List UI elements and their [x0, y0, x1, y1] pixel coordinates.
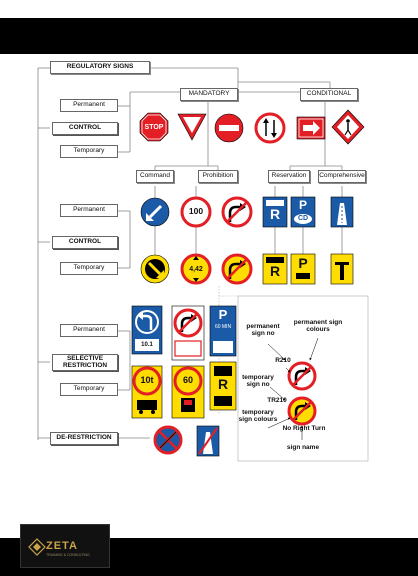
temporary-label-2: Temporary — [60, 262, 118, 275]
selective-no-right-turn-sign — [172, 306, 204, 360]
temp-bus-r-text: R — [217, 376, 229, 392]
de-restriction-label: DE-RESTRICTION — [50, 432, 118, 445]
temporary-label-1: Temporary — [60, 145, 118, 158]
temp-speed-60-sign — [172, 366, 204, 418]
reservation-r-text: R — [269, 206, 281, 222]
yield-sign — [178, 114, 206, 140]
mandatory-label: MANDATORY — [180, 88, 238, 101]
sign-101-text: 10.1 — [141, 342, 153, 348]
callout-temporary-sign-no: temporary sign no — [242, 374, 274, 388]
de-restriction-no-parking-sign — [155, 427, 181, 453]
callout-permanent-sign-colours: permanent sign colours — [293, 319, 343, 333]
keep-left-sign — [141, 198, 169, 226]
temp-weight-limit-sign — [132, 366, 162, 418]
no-right-turn-sign — [223, 198, 251, 226]
two-way-sign — [256, 114, 284, 142]
no-entry-sign — [215, 114, 243, 142]
callout-r210: R210 — [275, 357, 291, 364]
p-60min-text: 60 MIN — [214, 324, 232, 330]
reservation-label: Reservation — [268, 170, 310, 183]
command-label: Command — [136, 170, 174, 183]
callout-permanent-sign — [289, 363, 315, 389]
temp-keep-left-sign — [141, 255, 169, 283]
cd-text: CD — [297, 215, 309, 222]
callout-no-right-turn: No Right Turn — [282, 425, 326, 432]
prohibition-label: Prohibition — [198, 170, 238, 183]
regulatory-signs-label: REGULATORY SIGNS — [50, 61, 150, 74]
speed-100-text: 100 — [188, 206, 204, 216]
temp-p-text: P — [298, 255, 308, 271]
comprehensive-label: Comprehensive — [318, 170, 366, 183]
permanent-label-1: Permanent — [60, 99, 118, 112]
logo-name: ZETA — [46, 540, 78, 552]
temp-freeway-sign — [331, 254, 353, 284]
arrow-right-sign — [297, 117, 325, 139]
freeway-sign — [331, 197, 353, 227]
temp-r-text: R — [269, 263, 281, 279]
temp-no-right-turn-sign — [223, 255, 251, 283]
parking-p-text: P — [298, 198, 307, 212]
speed-60-text: 60 — [182, 375, 193, 385]
control-label-1: CONTROL — [52, 122, 118, 135]
callout-sign-name: sign name — [286, 444, 320, 451]
selective-restriction-label: SELECTIVE RESTRICTION — [52, 354, 118, 371]
height-442-text: 4,42 — [189, 266, 203, 273]
de-restriction-end-freeway-sign — [197, 426, 219, 456]
callout-temporary-sign — [289, 398, 315, 424]
stop-text: STOP — [144, 124, 164, 131]
callout-permanent-sign-no: permanent sign no — [246, 323, 280, 337]
temporary-label-3: Temporary — [60, 383, 118, 396]
conditional-label: CONDITIONAL — [300, 88, 358, 101]
weight-10t-text: 10t — [140, 375, 154, 385]
p-60min-p-text: P — [218, 307, 228, 322]
permanent-label-3: Permanent — [60, 324, 118, 337]
logo-tagline: TRAINING & CONSULTING — [46, 553, 90, 557]
callout-temporary-sign-colours: temporary sign colours — [238, 409, 278, 423]
callout-tr210: TR210 — [267, 397, 287, 404]
permanent-label-2: Permanent — [60, 204, 118, 217]
control-label-2: CONTROL — [52, 236, 118, 249]
pedestrian-sign — [332, 110, 364, 144]
zeta-logo-icon — [27, 537, 47, 557]
